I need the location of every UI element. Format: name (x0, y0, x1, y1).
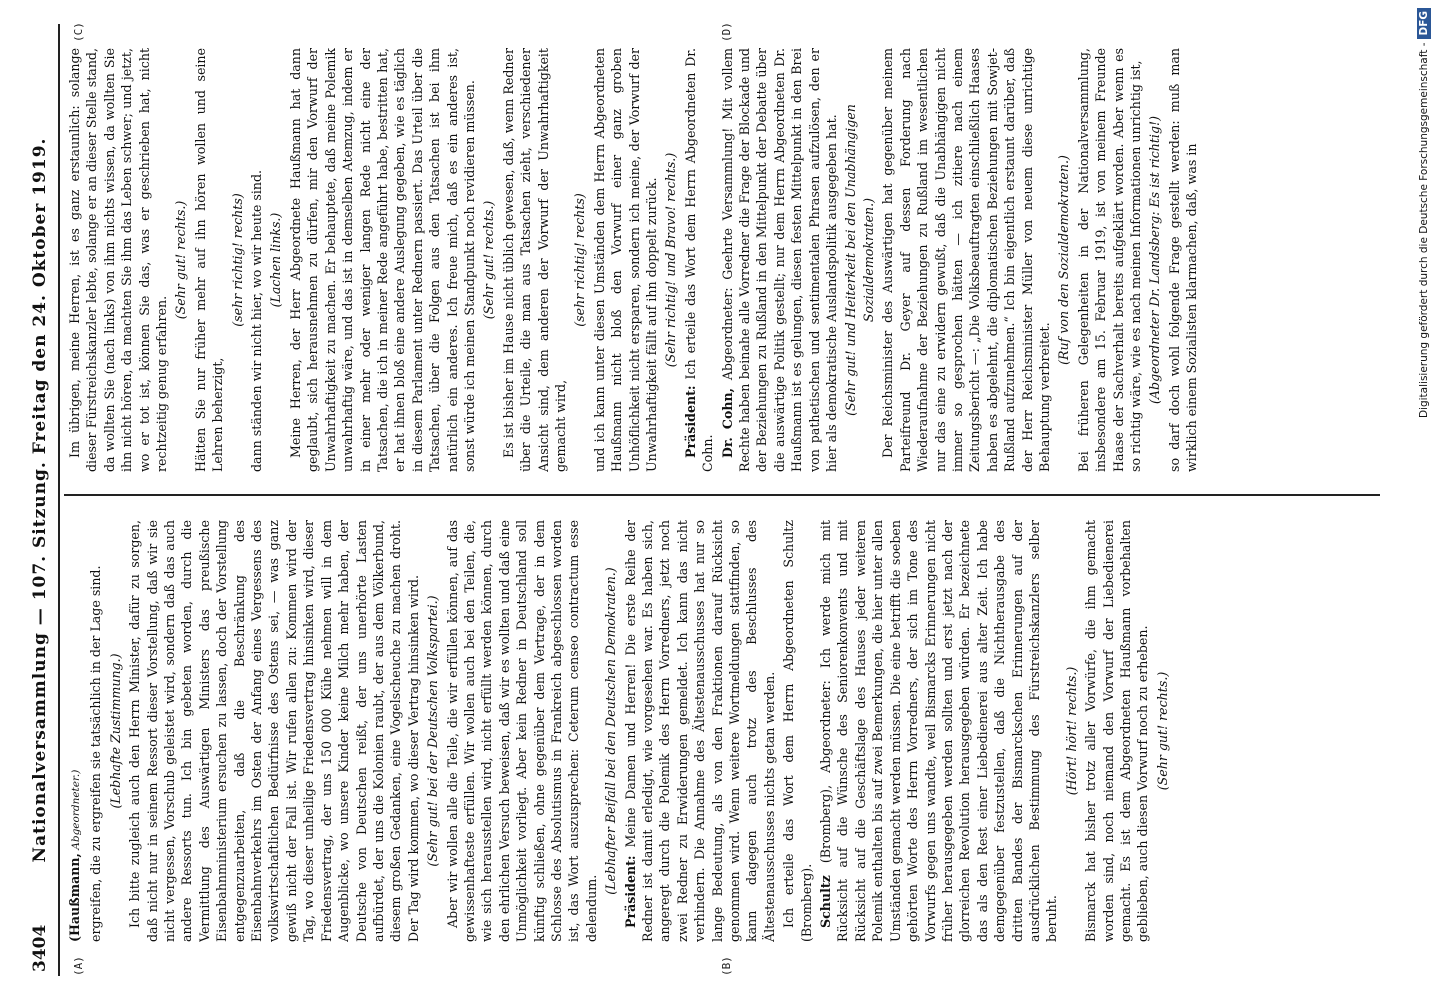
speaker-role: Abgeordneter.) (70, 769, 82, 854)
body-paragraph: Ich bitte zugleich auch den Herrn Minister, dafür zu sorgen, daß nicht nur in seinem Ressort dieser Vorstellung, daß wir sie nicht vergessen, Vorschub geleistet wird, sondern daß das auch andere Ressorts tun. Ich bin gebeten worden, durch die Vermittlung des Auswärtigen Ministers das preußische Eisenbahnministerium ersuchen zu lassen, doch der Vorstellung entgegenzuarbeiten, daß die Beschränkung des Eisenbahnverkehrs im Osten der Anfang eines Vergessens des volkswirtschaftlichen Bedürfnisse des Ostens sei, — was ganz gewiß nicht der Fall ist. Wir rufen allen zu: Kommen wird der Tag, wo dieser unheilige Friedensvertrag hinsinken wird, dieser Friedensvertrag, der uns 150 000 Kühe nehmen will in dem Augenblicke, wo unsere Kinder keine Milch mehr haben, der Deutsche von Deutschen reißt, der uns unerhörte Lasten aufbürdet, der uns die Kolonien raubt, der aus dem Völkerbund, diesem großen Gedanken, eine Vogelscheuche zu machen droht. Der Tag wird kommen, wo dieser Vertrag hinsinken wird. (127, 520, 421, 942)
body-paragraph: ergreifen, die zu ergreifen sie tatsächlich in der Lage sind. (88, 565, 104, 942)
margin-mark-b: (B) (720, 956, 733, 976)
speech-paragraph (622, 520, 779, 942)
page-number: 3404 (30, 924, 50, 972)
body-paragraph: Bismarck hat bisher trotz aller Vorwürfe, die ihm gemacht worden sind, noch niemand den Vorwurf der Liebedienerei gemacht. Es ist dem Abgeordneten Haußmann vorbehalten geblieben, auch diesen Vorwurf noch zu erheben. (1083, 520, 1151, 942)
body-paragraph: Meine Herren, der Herr Abgeordnete Haußmann hat dann geglaubt, sich herausnehmen zu dürfen, mir den Vorwurf der Unwahrhaftigkeit zu machen. Er behauptete, daß meine Polemik unwahrhaftig wäre, und das ist in demselben Atemzug, indem er in einer mehr oder weniger langen Rede nicht eine der Tatsachen, die ich in meiner Rede angeführt habe, bestritten hat, er hat ihnen bloß eine andere Auslegung gegeben, wie es täglich in diesem Parlament unter Rednern passiert. Das Urteil über die Tatsachen, über die Folgen aus den Tatsachen ist bei ihm natürlich ein anderes. Ich freue mich, daß es ein anderes ist, sonst würde ich meinen Standpunkt noch revidieren müssen. (287, 48, 477, 472)
reaction-line: (Ruf von den Sozialdemokraten.) (1056, 155, 1072, 365)
speech-text: Ich erteile das Wort dem Herrn Abgeordneten Dr. Cohn. (682, 48, 716, 472)
running-head (26, 20, 56, 980)
speech-text: Ich werde mich mit Rücksicht auf die Wünsche des Seniorenkonvents und mit Rücksicht auf die Geschäftslage des Hauses jeder weiteren Polemik enthalten bis auf zwei Bemerkungen, die hier unter allen Umständen gemacht werden müssen. Die eine betrifft die soeben gehörten Worte des Herrn Vorredners, der sich im Tone des Vorwurfs gegen uns wandte, weil Bismarcks Erinnerungen nicht früher herausgegeben werden sollten und erst jetzt nach der glorreichen Revolution herausgegeben würden. Er bezeichnete das als den Rest einer Liebedienerei aus alter Zeit. Ich habe demgegenüber festzustellen, daß die Nichtherausgabe des dritten Bandes der Bismarckschen Erinnerungen auf der ausdrücklichen Bestimmung des Fürstreichskanzlers selber beruht. (818, 520, 1060, 942)
body-paragraph: Im übrigen, meine Herren, ist es ganz erstaunlich: solange dieser Fürstreichskanzler lebte, solange er an dieser Stelle stand, da wollten Sie (nach links) von ihm nichts wissen, da wollten Sie ihn nicht hören, da machten Sie ihm das Leben schwer; und jetzt, wo er tot ist, können Sie das, was er geschrieben hat, nicht rechtzeitig genug erfahren. (67, 48, 170, 472)
reaction-line: (sehr richtig! rechts) (572, 193, 588, 327)
reaction-line: (sehr richtig! rechts) (229, 193, 245, 327)
digitization-credit (1412, 8, 1430, 992)
right-text-column (66, 48, 1376, 472)
reaction-line: (Sehr gut! rechts.) (173, 200, 189, 320)
body-paragraph: und ich kann unter diesen Umständen dem Herrn Abgeordneten Haußmann nicht bloß den Vorwurf einer ganz groben Unhöflichkeit nicht ersparen, sondern ich meine, der Vorwurf der Unwahrhaftigkeit fällt auf ihn doppelt zurück. (591, 48, 659, 472)
credit-text: Digitalisierung gefördert durch die Deutsche Forschungsgemeinschaft - (1418, 42, 1430, 419)
body-paragraph: dann ständen wir nicht hier, wo wir heute sind. (249, 169, 265, 472)
speech-paragraph (719, 48, 841, 472)
speech-paragraph (817, 520, 1061, 942)
reaction-line: (Sehr gut! bei der Deutschen Volkspartei.) (425, 595, 441, 867)
reaction-line: (Sehr gut! rechts.) (1154, 671, 1170, 791)
body-paragraph: Hätten Sie nur früher mehr auf ihn hören wollen und seine Lehren beherzigt, (192, 48, 226, 472)
reaction-line: (Abgeordneter Dr. Landsberg: Es ist richtig!) (1147, 116, 1163, 404)
header-rule (58, 24, 60, 976)
reaction-line: (Sehr gut! und Heiterkeit bei den Unabhängigen Sozialdemokraten.) (843, 104, 876, 416)
column-rule (64, 494, 1380, 496)
speaker-name: Präsident: (622, 855, 638, 928)
margin-mark-a: (A) (72, 956, 85, 976)
dfg-logo: DFG (1417, 8, 1431, 39)
reaction-line: (Lachen links.) (268, 212, 284, 308)
scanned-page-area (20, 20, 1400, 980)
body-paragraph: Bei früheren Gelegenheiten in der Nationalversammlung, insbesondere am 15. Februar 1919, ist von meinem Freunde Haase der Sachverhalt bereits aufgeklärt worden. Aber wenn es so richtig wäre, wie es nach meinen Informationen unrichtig ist, (1075, 48, 1143, 472)
margin-mark-d: (D) (720, 22, 733, 42)
reaction-line: (Sehr richtig! und Bravo! rechts.) (663, 152, 679, 368)
speaker-role: (Bromberg), Abgeordneter: (818, 680, 834, 876)
running-title: Nationalversammlung — 107. Sitzung. Freitag den 24. Oktober 1919. (30, 137, 50, 863)
speech-text: Geehrte Versammlung! Mit vollem Rechte haben beinahe alle Vorredner die Frage der Blockade und der Beziehungen zu Rußland in den Mittelpunkt der Debatte über die auswärtige Politik gestellt; nur dem Herrn Abgeordneten Dr. Haußmann ist es gelungen, diesen festen Mittelpunkt in den Brei von pathetischen und sentimentalen Phrasen aufzulösen, den er hier als demokratische Auslandspolitik ausgegeben hat. (719, 48, 840, 472)
speaker-role: Abgeordneter: (719, 287, 735, 388)
speaker-name: Präsident: (682, 385, 698, 458)
body-paragraph: Der Reichsminister des Auswärtigen hat gegenüber meinem Parteifreund Dr. Geyer auf dessen Forderung nach Wiederaufnahme der Beziehungen zu Rußland im wesentlichen nur das eine zu erwidern gewußt, daß die Unabhängigen nicht immer so gesprochen hätten — ich zitiere nach einem Zeitungsbericht —: „Die Volksbeauftragten einschließlich Haases haben es abgelehnt, die diplomatischen Beziehungen mit Sowjet-Rußland aufzunehmen.“ Ich bin eigentlich erstaunt darüber, daß der Herr Reichsminister Müller von neuem diese unrichtige Behauptung verbreitet. (880, 48, 1052, 472)
speaker-name: Dr. Cohn, (719, 387, 735, 458)
reaction-line: (Lebhafter Beifall bei den Deutschen Demokraten.) (603, 567, 619, 895)
speaker-name: (Haußmann, (67, 853, 82, 942)
body-paragraph: Es ist bisher im Hause nicht üblich gewesen, daß, wenn Redner über die Urteile, die man aus Tatsachen zieht, verschiedener Ansicht sind, dem anderen der Vorwurf der Unwahrhaftigkeit gemacht wird, (500, 48, 568, 472)
body-paragraph: so darf doch wohl folgende Frage gestellt werden: muß man wirklich einem Sozialisten klarmachen, daß, was in (1166, 48, 1200, 472)
speaker-line (66, 520, 85, 942)
margin-mark-c: (C) (72, 22, 85, 42)
left-text-column (66, 520, 1376, 942)
reaction-line: (Hört! hört! rechts.) (1063, 666, 1079, 796)
reaction-line: (Sehr gut! rechts.) (481, 200, 497, 320)
speaker-name: Schultz (818, 875, 834, 928)
speech-text: Meine Damen und Herren! Die erste Reihe der Redner ist damit erledigt, wie vorgesehen war. Es haben sich, angeregt durch die Polemik des Herrn Vorredners, jetzt noch zwei Redner zu Erwiderungen gemeldet. Ich kann das nicht verhindern. Die Annahme des Ältestenausschusses hat nur so lange Bedeutung, als von den Fraktionen darauf Rücksicht genommen wird. Wenn weitere Wortmeldungen stattfinden, so kann dagegen auch trotz des Beschlusses des Ältestenausschusses nichts getan werden. (622, 520, 777, 942)
newspaper-page (20, 20, 1400, 980)
reaction-line: (Lebhafte Zustimmung.) (107, 653, 123, 809)
body-paragraph: Aber wir wollen alle die Teile, die wir erfüllen können, auf das gewissenhafteste erfüllen. Wir wollen auch bei den Teilen, die, wie sich herausstellen wird, nicht erfüllt werden können, durch den ehrlichen Versuch beweisen, daß wir es wollten und daß eine Unmöglichkeit vorliegt. Aber kein Redner in Deutschland soll künftig schließen, ohne gegenüber dem Vertrage, der in dem Schlosse des Absolutismus in Frankreich abgeschlossen worden ist, das Wort auszusprechen: Ceterum censeo contractum esse delendum. (444, 520, 599, 942)
body-paragraph: Ich erteile das Wort dem Herrn Abgeordneten Schultz (Bromberg). (781, 520, 814, 942)
speech-paragraph (682, 48, 717, 472)
